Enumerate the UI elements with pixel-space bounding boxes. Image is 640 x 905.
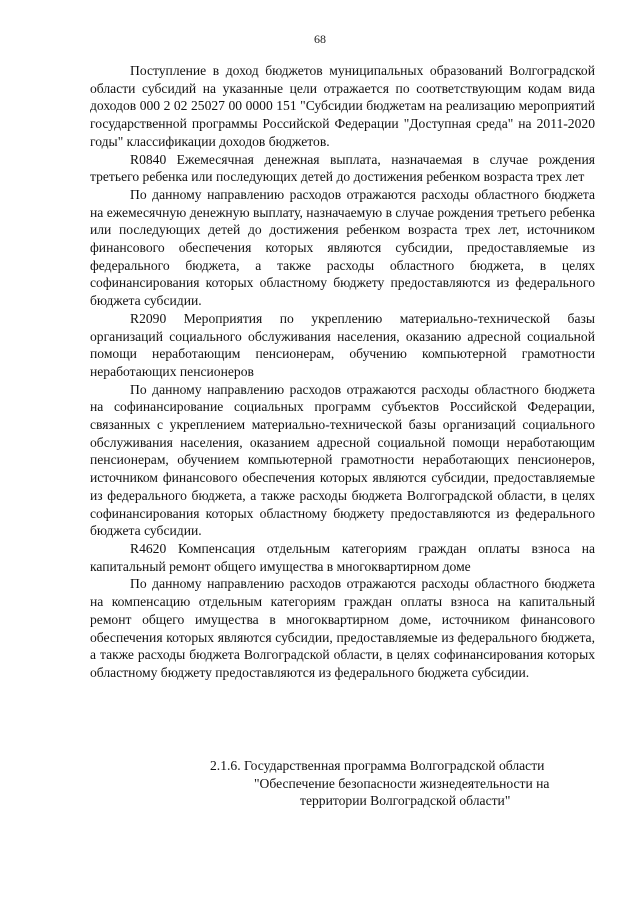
section-heading-line-3: территории Волгоградской области" <box>300 793 511 808</box>
paragraph-r4620-title: R4620 Компенсация отдельным категориям граждан оплаты взноса на капитальный ремонт общего имущества в многоквартирном доме <box>90 540 595 574</box>
paragraph-r0840-description: По данному направлению расходов отражаются расходы областного бюджета на ежемесячную денежную выплату, назначаемую в случае рождения третьего ребенка или последующих детей до достижения ребенком возраста трех лет, источником финансового обеспечения которых являются субсидии, предоставляемые из федерального бюджета, а также расходы областного бюджета, в целях софинансирования которых областному бюджету предоставляются из федерального бюджета субсидии. <box>90 186 595 309</box>
paragraph-subsidy-receipts: Поступление в доход бюджетов муниципальных образований Волгоградской области субсидий на указанные цели отражается по соответствующим кодам вида доходов 000 2 02 25027 00 0000 151 "Субсидии бюджетам на реализацию мероприятий государственной программы Российской Федерации "Доступная среда" на 2011-2020 годы" классификации доходов бюджетов. <box>90 63 595 149</box>
document-body <box>90 62 595 682</box>
section-heading <box>190 757 610 810</box>
section-heading-line-1: 2.1.6. Государственная программа Волгоградской области <box>210 758 545 773</box>
page-number: 68 <box>314 32 326 46</box>
paragraph-r4620-description: По данному направлению расходов отражаются расходы областного бюджета на компенсацию отдельным категориям граждан оплаты взноса на капитальный ремонт общего имущества в многоквартирном доме, источником финансового обеспечения которых являются субсидии, предоставляемые из федерального бюджета, а также расходы бюджета Волгоградской области, в целях софинансирования которых областному бюджету предоставляются из федерального бюджета субсидии. <box>90 576 595 680</box>
paragraph-r2090-title: R2090 Мероприятия по укреплению материально-технической базы организаций социального обслуживания населения, оказанию адресной социальной помощи неработающим пенсионерам, обучению компьютерной грамотности неработающих пенсионеров <box>90 310 595 379</box>
paragraph-r2090-description: По данному направлению расходов отражаются расходы областного бюджета на софинансирование социальных программ субъектов Российской Федерации, связанных с укреплением материально-технической базы организаций социального обслуживания населения, оказанием адресной социальной помощи неработающим пенсионерам, обучением компьютерной грамотности неработающих пенсионеров, источником финансового обеспечения которых являются субсидии, предоставляемые из федерального бюджета, а также расходы бюджета Волгоградской области, в целях софинансирования которых областному бюджету предоставляются из федерального бюджета субсидии. <box>90 381 595 539</box>
paragraph-r0840-title: R0840 Ежемесячная денежная выплата, назначаемая в случае рождения третьего ребенка или последующих детей до достижения ребенком возраста трех лет <box>90 151 595 185</box>
section-heading-line-2: "Обеспечение безопасности жизнедеятельности на <box>254 775 550 791</box>
